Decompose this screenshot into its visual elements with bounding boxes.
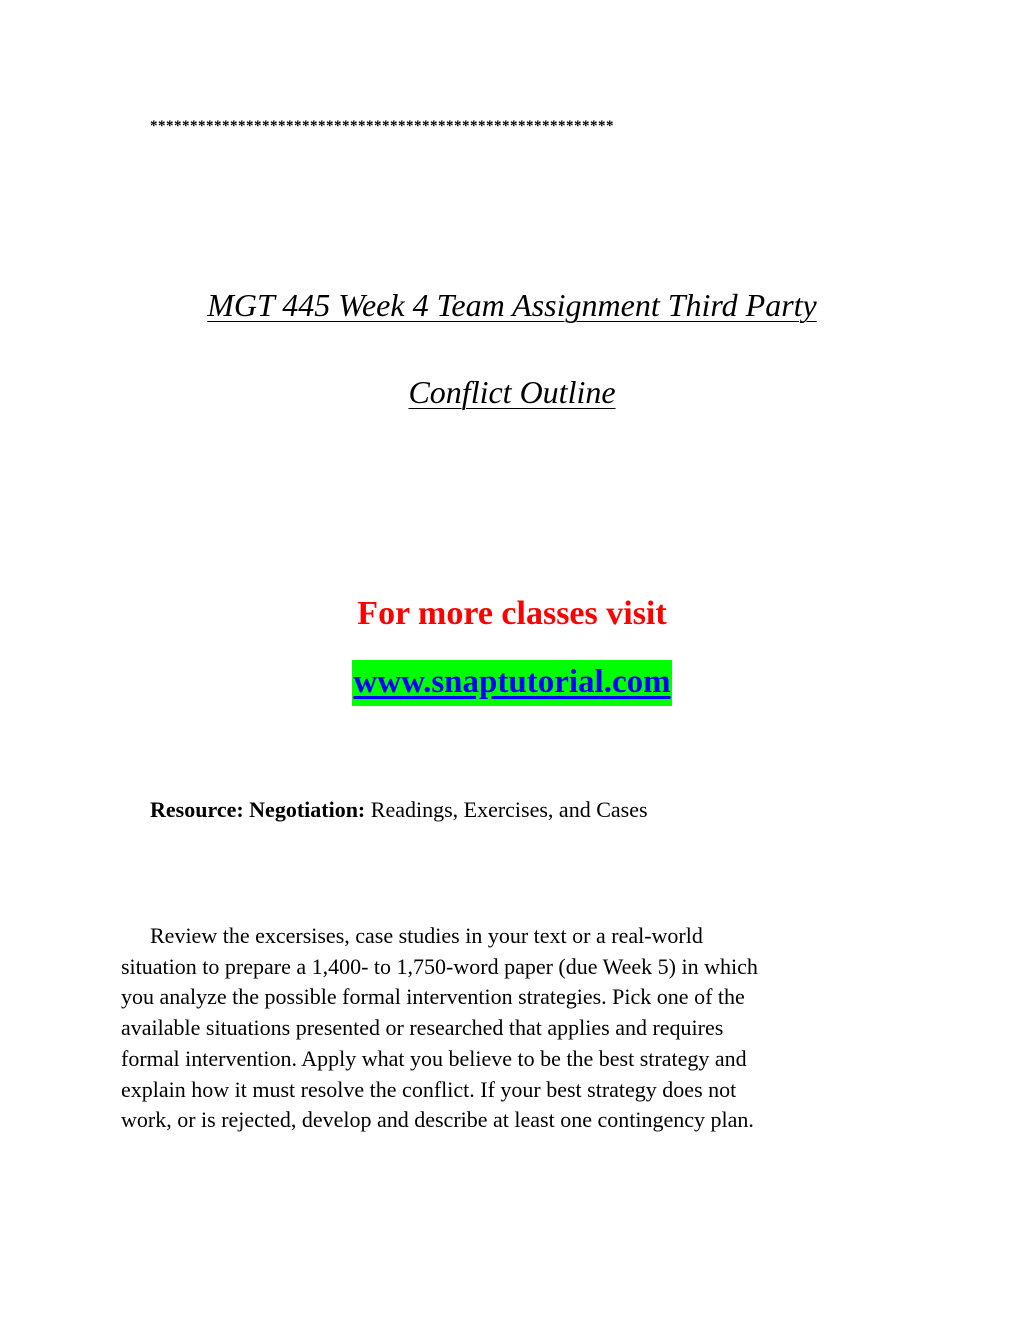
description-line: you analyze the possible formal intervention strategies. Pick one of the xyxy=(121,984,745,1010)
asterisk-divider: ********************************************************** xyxy=(150,118,614,134)
promo-link[interactable]: www.snaptutorial.com xyxy=(352,660,671,706)
description-line: explain how it must resolve the conflict. If your best strategy does not xyxy=(121,1076,737,1102)
resource-label: Resource: xyxy=(150,797,244,822)
document-title-line-1: MGT 445 Week 4 Team Assignment Third Party xyxy=(207,287,817,323)
description-line: available situations presented or researched that applies and requires xyxy=(121,1015,724,1041)
document-title-line-2: Conflict Outline xyxy=(408,374,616,410)
description-line: formal intervention. Apply what you believe to be the best strategy and xyxy=(121,1045,747,1071)
resource-book-title: Negotiation: xyxy=(249,797,366,822)
resource-book-subtitle: Readings, Exercises, and Cases xyxy=(370,797,648,822)
description-line: work, or is rejected, develop and describe at least one contingency plan. xyxy=(121,1107,754,1133)
promo-heading: For more classes visit xyxy=(357,595,667,632)
promo-link-container xyxy=(0,660,1024,706)
description-line: situation to prepare a 1,400- to 1,750-word paper (due Week 5) in which xyxy=(121,953,758,979)
assignment-description xyxy=(121,921,911,1136)
description-line: Review the excersises, case studies in your text or a real-world xyxy=(150,923,703,948)
resource-line xyxy=(150,797,648,823)
